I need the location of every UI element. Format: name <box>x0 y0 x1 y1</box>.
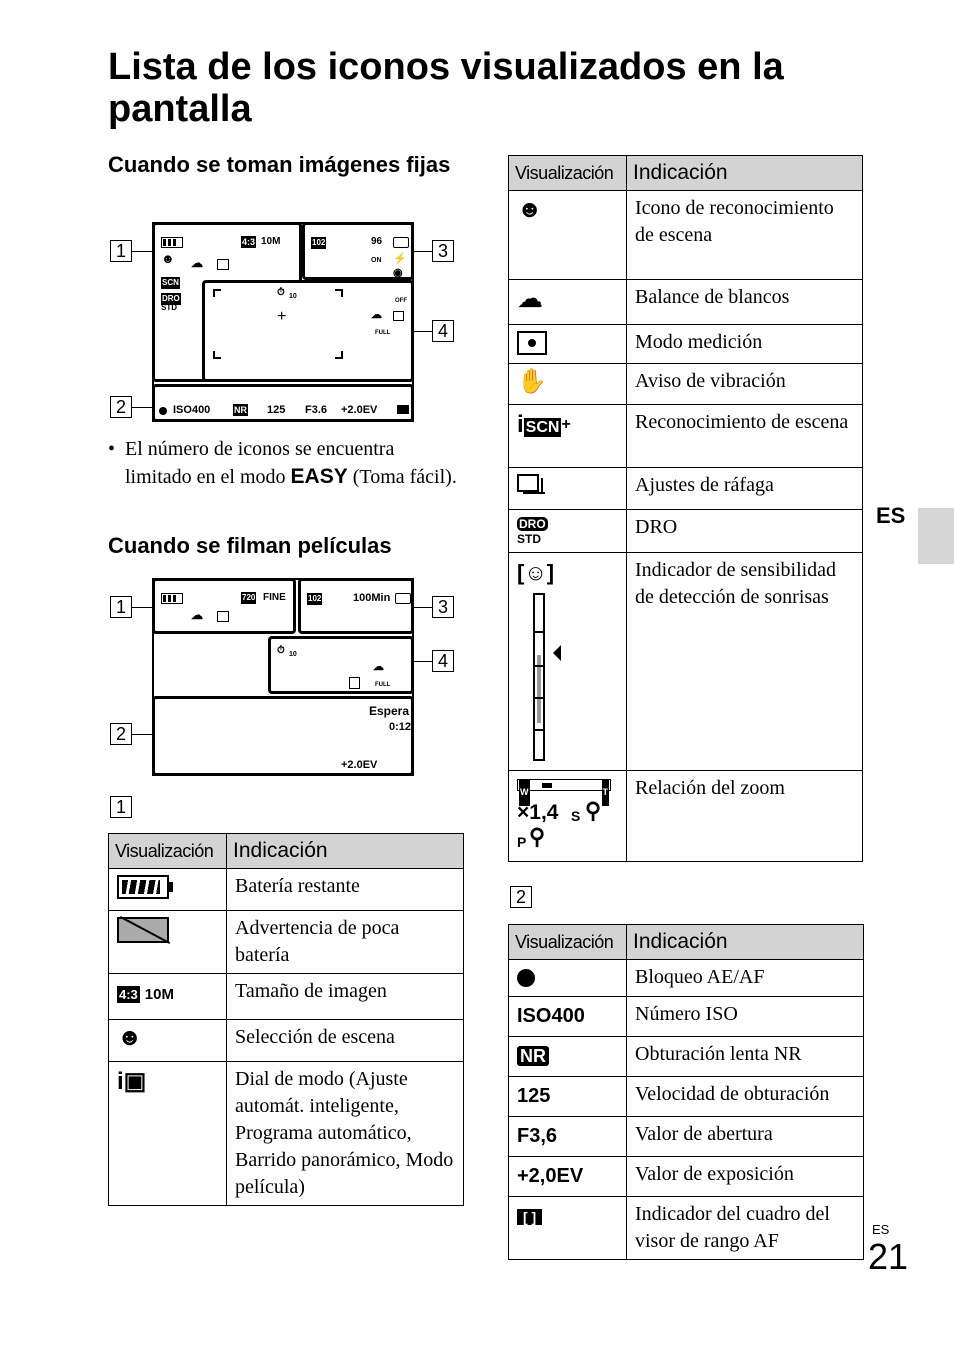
col-display: Visualización <box>109 834 227 869</box>
col-indication: Indicación <box>627 156 863 191</box>
iso-display: ISO400 <box>509 997 627 1037</box>
table-row: Batería restante <box>227 869 464 911</box>
table-row: Valor de abertura <box>627 1117 864 1157</box>
section-1-number: 1 <box>110 796 132 818</box>
table-row: Tamaño de imagen <box>227 974 464 1020</box>
callout-1: 1 <box>110 596 132 618</box>
col-indication: Indicación <box>627 925 864 960</box>
battery-icon <box>117 875 169 899</box>
scene-recognition-icon: ☻ <box>517 197 543 223</box>
scene-selection-icon: ☻ <box>117 1025 143 1051</box>
iscn-icon: i SCN + <box>517 411 571 438</box>
language-tab <box>918 508 954 564</box>
region-2: Espera 0:12 +2.0EV <box>152 696 414 776</box>
zoom-ratio-icon: W T ×1,4 S ⚲ P ⚲ <box>517 777 615 855</box>
red-eye-icon: ◉ <box>393 267 403 279</box>
self-timer-icon: ⏱ <box>277 645 285 656</box>
af-frame-icon <box>397 405 409 414</box>
magnifier-icon: ⚲ <box>585 798 602 823</box>
stills-screen-diagram <box>108 222 468 426</box>
table-row: Selección de escena <box>227 1020 464 1062</box>
table-row: Aviso de vibración <box>627 364 863 405</box>
region-4: ⏱ 10 ☁ FULL <box>268 636 414 694</box>
white-balance-icon: ☁ <box>373 661 384 673</box>
af-frame-icon: [ ] <box>517 1209 542 1225</box>
battery-icon <box>161 237 183 248</box>
white-balance-icon: ☁ <box>517 284 543 313</box>
table-row: Advertencia de poca batería <box>227 911 464 974</box>
table-row: Bloqueo AE/AF <box>627 960 864 997</box>
section-2-number: 2 <box>510 886 532 908</box>
col-display: Visualización <box>509 925 627 960</box>
white-balance-icon: ☁ <box>191 256 203 270</box>
self-timer-icon: ⏱ <box>277 287 285 298</box>
scene-selection-icon: ☻ <box>161 251 175 266</box>
smile-sensitivity-icon: [☺] <box>517 559 577 759</box>
burst-icon <box>517 474 545 496</box>
icons-table-2 <box>508 924 864 1260</box>
ae-af-lock-icon <box>159 407 167 415</box>
table-row: Relación del zoom <box>627 771 863 862</box>
icons-table-1 <box>108 833 464 1206</box>
metering-mode-icon <box>217 611 229 622</box>
table-row: DRO <box>627 510 863 553</box>
table-row: Modo medición <box>627 325 863 364</box>
callout-3: 3 <box>432 596 454 618</box>
image-size-icon: 4:3 10M <box>119 986 174 1003</box>
metering-mode-icon <box>517 331 547 355</box>
callout-4: 4 <box>432 320 454 342</box>
footer-language: ES <box>872 1222 890 1237</box>
table-row: Número ISO <box>627 997 864 1037</box>
callout-1: 1 <box>110 240 132 262</box>
table-row: Icono de reconocimiento de escena <box>627 191 863 280</box>
movies-screen-diagram <box>108 578 468 780</box>
af-illuminator-icon <box>349 677 360 689</box>
movies-heading: Cuando se filman películas <box>108 533 392 558</box>
stills-heading: Cuando se toman imágenes fijas <box>108 152 451 177</box>
ae-af-lock-icon <box>517 969 535 987</box>
flash-icon: ⚡ <box>393 253 407 265</box>
mode-dial-icon: i▣ <box>117 1068 147 1095</box>
region-3: 102 100Min <box>298 578 414 634</box>
low-battery-icon <box>117 917 169 943</box>
table-row: Ajustes de ráfaga <box>627 468 863 510</box>
icons-table-1b <box>508 155 863 862</box>
memory-card-icon <box>393 237 409 248</box>
exposure-display: +2,0EV <box>509 1157 627 1197</box>
dro-icon: DRO STD <box>517 517 546 546</box>
callout-2: 2 <box>110 396 132 418</box>
table-row: Balance de blancos <box>627 280 863 325</box>
callout-4: 4 <box>432 650 454 672</box>
metering-mode-icon <box>217 259 229 270</box>
nr-icon: NR <box>517 1046 549 1066</box>
col-indication: Indicación <box>227 834 464 869</box>
callout-3: 3 <box>432 240 454 262</box>
table-row: Indicador del cuadro del visor de rango AF <box>627 1197 864 1260</box>
page-number: 21 <box>868 1236 909 1277</box>
white-balance-icon: ☁ <box>371 309 382 321</box>
table-row: Indicador de sensibilidad de detección de sonrisas <box>627 553 863 771</box>
language-tab-label: ES <box>876 503 906 528</box>
memory-card-icon <box>395 593 411 604</box>
region-1: 720 FINE ☁ <box>152 578 296 634</box>
table-row: Reconocimiento de escena <box>627 405 863 468</box>
magnifier-icon: ⚲ <box>529 824 546 849</box>
note-bullet: • El número de iconos se encuentra limitado en el modo EASY (Toma fácil). <box>108 438 457 488</box>
region-1: 4:3 10M ☻ ☁ SCN DRO STD <box>152 222 302 382</box>
table-row: Obturación lenta NR <box>627 1037 864 1077</box>
table-row: Dial de modo (Ajuste automát. inteligente, Programa automático, Barrido panorámico, Modo película) <box>227 1062 464 1206</box>
region-3: 102 96 ON ⚡ ◉ <box>302 222 414 280</box>
table-row: Valor de exposición <box>627 1157 864 1197</box>
easy-mode-icon: EASY <box>290 465 348 488</box>
burst-icon <box>393 311 404 321</box>
page-title: Lista de los iconos visualizados en la pantalla <box>108 46 784 130</box>
aperture-display: F3,6 <box>509 1117 627 1157</box>
vibration-warning-icon: ✋ <box>517 369 547 395</box>
callout-2: 2 <box>110 723 132 745</box>
table-row: Velocidad de obturación <box>627 1077 864 1117</box>
col-display: Visualización <box>509 156 627 191</box>
white-balance-icon: ☁ <box>191 608 203 622</box>
shutter-display: 125 <box>509 1077 627 1117</box>
region-2: ISO400 NR 125 F3.6 +2.0EV <box>152 384 414 422</box>
battery-icon <box>161 593 183 604</box>
region-4: + ⏱ 10 OFF ☁ FULL <box>202 280 414 382</box>
